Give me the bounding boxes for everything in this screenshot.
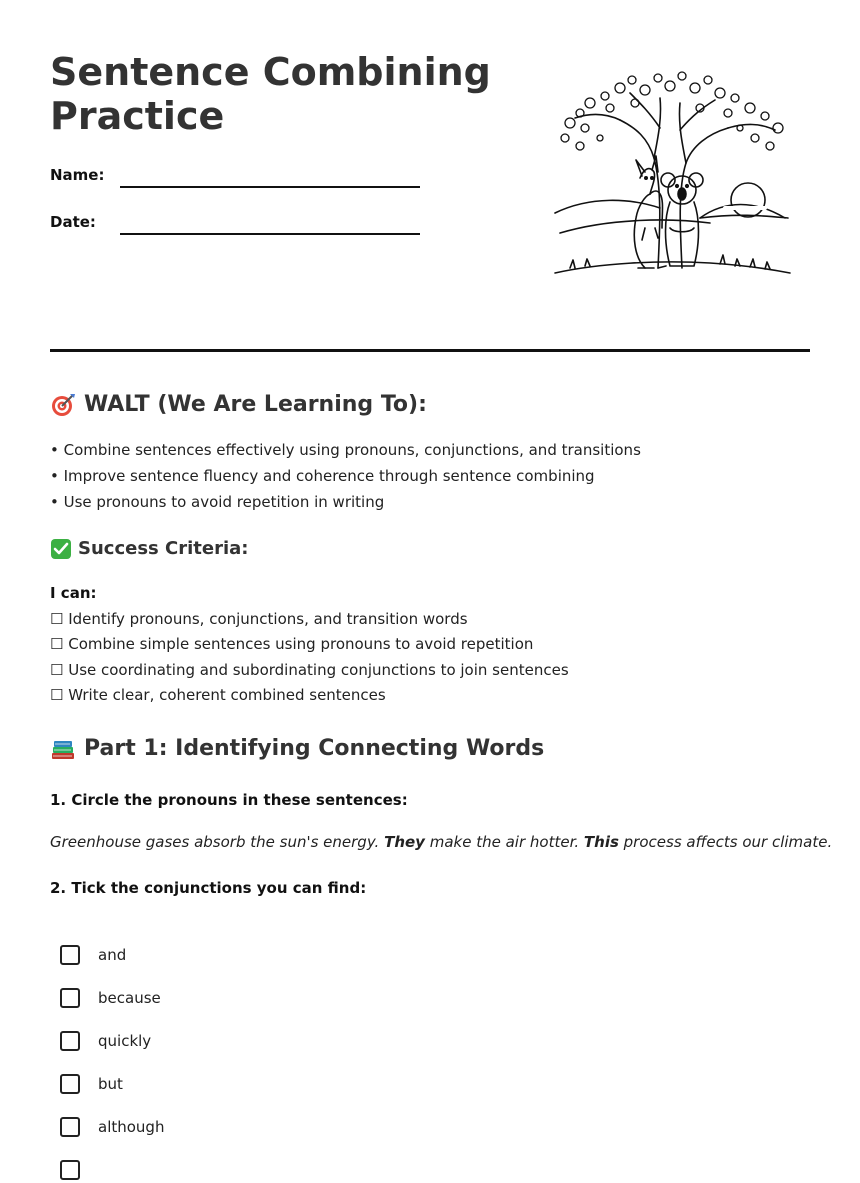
header-divider — [50, 349, 810, 352]
conjunction-option-and[interactable] — [60, 942, 127, 968]
success-item-4[interactable]: ☐ Write clear, coherent combined sentences — [50, 686, 386, 704]
sentence-part-2: make the air hotter. — [424, 833, 584, 851]
name-label: Name: — [50, 166, 105, 184]
conjunction-option-but[interactable] — [60, 1071, 123, 1097]
conjunction-option-quickly[interactable] — [60, 1028, 152, 1054]
option-checkbox[interactable] — [60, 945, 80, 965]
target-icon — [50, 392, 76, 418]
name-underline — [120, 186, 420, 188]
sentence-part-3: process affects our climate. — [618, 833, 833, 851]
option-checkbox[interactable] — [60, 1031, 80, 1051]
pronoun-sentence — [50, 832, 832, 852]
option-label: quickly — [98, 1032, 152, 1050]
success-item-3[interactable]: ☐ Use coordinating and subordinating conjunctions to join sentences — [50, 661, 569, 679]
option-label: and — [98, 946, 127, 964]
option-checkbox[interactable] — [60, 1117, 80, 1137]
part1-heading-text: Part 1: Identifying Connecting Words — [84, 736, 545, 761]
success-criteria-heading — [50, 537, 248, 561]
option-checkbox[interactable] — [60, 1074, 80, 1094]
conjunction-option-because[interactable] — [60, 985, 161, 1011]
success-item-1[interactable]: ☐ Identify pronouns, conjunctions, and transition words — [50, 610, 468, 628]
option-label: although — [98, 1118, 165, 1136]
title-line-1: Sentence Combining — [50, 50, 491, 94]
part1-heading — [50, 735, 544, 763]
walt-heading — [50, 391, 427, 419]
question-1: 1. Circle the pronouns in these sentences: — [50, 791, 408, 809]
option-label: because — [98, 989, 161, 1007]
question-2: 2. Tick the conjunctions you can find: — [50, 879, 367, 897]
date-label: Date: — [50, 213, 96, 231]
success-criteria-heading-text: Success Criteria: — [78, 538, 249, 559]
walt-heading-text: WALT (We Are Learning To): — [84, 392, 427, 417]
pronoun-they[interactable]: They — [384, 833, 425, 851]
walt-item-3: • Use pronouns to avoid repetition in writing — [50, 493, 385, 511]
date-field[interactable] — [50, 205, 430, 235]
conjunction-option-although[interactable] — [60, 1114, 165, 1140]
option-checkbox[interactable] — [60, 988, 80, 1008]
date-underline — [120, 233, 420, 235]
name-field[interactable] — [50, 158, 430, 188]
check-icon — [50, 538, 72, 560]
tree-kangaroo-koala-illustration — [550, 68, 795, 283]
walt-item-2: • Improve sentence fluency and coherence through sentence combining — [50, 467, 595, 485]
title-line-2: Practice — [50, 94, 225, 138]
option-checkbox[interactable] — [60, 1160, 80, 1180]
option-label: but — [98, 1075, 123, 1093]
pronoun-this[interactable]: This — [583, 833, 619, 851]
success-item-2[interactable]: ☐ Combine simple sentences using pronouns to avoid repetition — [50, 635, 534, 653]
success-intro: I can: — [50, 584, 97, 602]
books-icon — [50, 736, 76, 762]
worksheet-title — [50, 50, 510, 138]
sentence-part-1: Greenhouse gases absorb the sun's energy. — [50, 833, 385, 851]
walt-item-1: • Combine sentences effectively using pronouns, conjunctions, and transitions — [50, 441, 641, 459]
